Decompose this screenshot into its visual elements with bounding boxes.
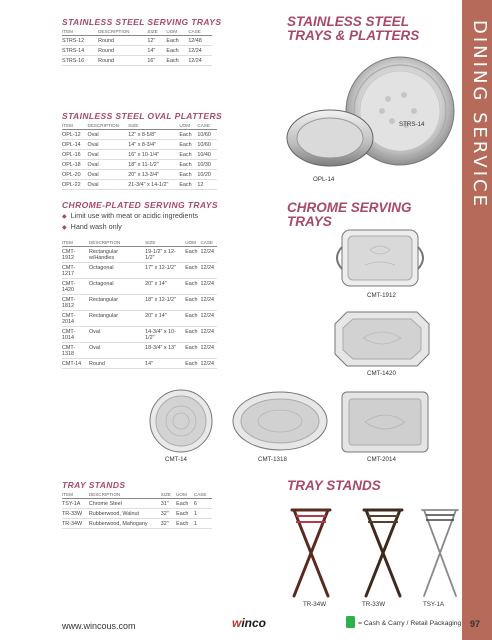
cell-description: Oval (89, 343, 145, 359)
cell-uom: Each (185, 263, 200, 279)
cell-uom: Each (185, 295, 200, 311)
table-row (62, 509, 212, 519)
col-description: DESCRIPTION (98, 29, 147, 36)
ss-trays-platters-title: STAINLESS STEEL TRAYS & PLATTERS (287, 14, 420, 43)
table-row (62, 130, 217, 140)
table-row (62, 359, 217, 369)
caption-strs14: STRS-14 (399, 121, 425, 128)
table-row (62, 247, 217, 263)
cell-description: Oval (88, 180, 129, 190)
cell-size: 16" (147, 56, 166, 66)
cell-uom: Each (185, 359, 200, 369)
cell-size: 18" x 11-1/2" (128, 160, 179, 170)
caption-tr34w: TR-34W (303, 601, 327, 608)
winco-logo (232, 616, 266, 630)
cell-size: 31" (161, 499, 176, 509)
cell-description: Rectangular w/Handles (89, 247, 145, 263)
table-row (62, 263, 217, 279)
col-item: ITEM (62, 492, 89, 499)
cell-case: 1 (194, 519, 212, 529)
table-row (62, 279, 217, 295)
caption-tr33w: TR-33W (362, 601, 386, 608)
table-row (62, 499, 212, 509)
cell-description: Octagonal (89, 279, 145, 295)
cell-description: Oval (88, 130, 129, 140)
cell-item: TR-34W (62, 519, 89, 529)
cell-uom: Each (166, 56, 188, 66)
cell-description: Rectangular (89, 311, 145, 327)
chrome-note: ◆ Limit use with meat or acidic ingredients (62, 211, 198, 220)
col-size: SIZE (145, 240, 185, 247)
cell-item: CMT-1912 (62, 247, 89, 263)
cell-size: 14-3/4" x 10-1/2" (145, 327, 185, 343)
cell-uom: Each (185, 311, 200, 327)
tray-stands-title: TRAY STANDS (287, 478, 381, 493)
table-row (62, 46, 212, 56)
cell-description: Oval (88, 160, 129, 170)
chrome-notes-list (62, 211, 198, 233)
cell-item: OPL-14 (62, 140, 88, 150)
cell-size: 17" x 12-1/2" (145, 263, 185, 279)
table-row (62, 170, 217, 180)
octagonal-tray-photo (333, 310, 431, 368)
col-case: CASE (188, 29, 212, 36)
col-item: ITEM (62, 123, 88, 130)
cell-description: Rubberwood, Walnut (89, 509, 161, 519)
cell-item: TR-33W (62, 509, 89, 519)
cell-size: 12" x 8-5/8" (128, 130, 179, 140)
mahogany-stand-photo (286, 500, 336, 600)
cell-case: 1 (194, 509, 212, 519)
section-side-label: DINING SERVICE (469, 20, 490, 209)
col-item: ITEM (62, 240, 89, 247)
walnut-stand-photo (358, 500, 408, 600)
cell-size: 21-3/4" x 14-1/2" (128, 180, 179, 190)
col-case: CASE (194, 492, 212, 499)
oval-platters-table (62, 123, 217, 190)
oval-chrome-tray-photo (231, 390, 329, 452)
table-row (62, 295, 217, 311)
cell-uom: Each (179, 170, 197, 180)
caption-cmt1912: CMT-1912 (367, 292, 396, 299)
cell-uom: Each (185, 327, 200, 343)
cell-size: 14" x 8-3/4" (128, 140, 179, 150)
cell-uom: Each (185, 279, 200, 295)
website-url[interactable]: www.wincous.com (62, 621, 136, 631)
cell-uom: Each (179, 180, 197, 190)
col-size: SIZE (128, 123, 179, 130)
table-row (62, 519, 212, 529)
cell-case: 12/24 (200, 311, 217, 327)
cell-case: 12/24 (188, 46, 212, 56)
cell-item: OPL-12 (62, 130, 88, 140)
cell-size: 32" (161, 519, 176, 529)
cell-item: STRS-14 (62, 46, 98, 56)
round-chrome-tray-photo (148, 388, 214, 454)
col-case: CASE (200, 240, 217, 247)
cell-item: OPL-18 (62, 160, 88, 170)
table-row (62, 150, 217, 160)
caption-cmt2014: CMT-2014 (367, 456, 396, 463)
cell-uom: Each (179, 130, 197, 140)
rectangular-chrome-tray-photo (340, 390, 430, 454)
cell-size: 16" x 10-1/4" (128, 150, 179, 160)
cell-size: 19-1/2" x 12-1/2" (145, 247, 185, 263)
cell-item: TSY-1A (62, 499, 89, 509)
cell-case: 12/24 (200, 359, 217, 369)
logo-text: inco (241, 616, 267, 630)
cell-size: 20" x 14" (145, 279, 185, 295)
table-row (62, 180, 217, 190)
col-size: SIZE (161, 492, 176, 499)
cell-description: Round (98, 56, 147, 66)
cell-case: 12/24 (200, 343, 217, 359)
cell-case: 12/24 (188, 56, 212, 66)
cell-description: Rectangular (89, 295, 145, 311)
cell-description: Oval (88, 170, 129, 180)
col-uom: UOM (185, 240, 200, 247)
cell-size: 18" x 12-1/2" (145, 295, 185, 311)
cell-item: CMT-1812 (62, 295, 89, 311)
cell-case: 12/24 (200, 279, 217, 295)
table-row (62, 140, 217, 150)
cell-description: Round (89, 359, 145, 369)
table-row (62, 343, 217, 359)
chrome-stand-photo (418, 500, 462, 600)
cell-item: CMT-1217 (62, 263, 89, 279)
cell-uom: Each (179, 150, 197, 160)
oval-platter-photo (285, 108, 375, 168)
cell-description: Oval (89, 327, 145, 343)
col-case: CASE (197, 123, 217, 130)
cell-item: CMT-1420 (62, 279, 89, 295)
col-uom: UOM (166, 29, 188, 36)
chrome-serving-trays-title: CHROME SERVING TRAYS (287, 200, 412, 229)
caption-tsy1a: TSY-1A (423, 601, 445, 608)
cell-description: Oval (88, 150, 129, 160)
cell-size: 14" (145, 359, 185, 369)
cell-uom: Each (185, 247, 200, 263)
col-size: SIZE (147, 29, 166, 36)
cell-item: STRS-16 (62, 56, 98, 66)
cell-size: 20" x 13-3/4" (128, 170, 179, 180)
caption-cmt1318: CMT-1318 (258, 456, 287, 463)
col-item: ITEM (62, 29, 98, 36)
logo-letter: w (232, 616, 242, 630)
cell-case: 12/24 (200, 295, 217, 311)
ss-oval-platters-heading: STAINLESS STEEL OVAL PLATTERS (62, 111, 223, 121)
col-description: DESCRIPTION (88, 123, 129, 130)
table-row (62, 160, 217, 170)
cell-item: STRS-12 (62, 36, 98, 46)
cell-case: 10/30 (197, 160, 217, 170)
cash-carry-legend: = Cash & Carry / Retail Packaging (358, 620, 462, 627)
cell-uom: Each (176, 509, 194, 519)
cell-size: 14" (147, 46, 166, 56)
cell-description: Round (98, 36, 147, 46)
col-description: DESCRIPTION (89, 240, 145, 247)
caption-cmt14: CMT-14 (165, 456, 188, 463)
cell-item: OPL-22 (62, 180, 88, 190)
cell-description: Chrome Steel (89, 499, 161, 509)
tray-stands-heading: TRAY STANDS (62, 480, 126, 490)
chrome-plated-heading: CHROME-PLATED SERVING TRAYS (62, 200, 218, 210)
cell-case: 12 (197, 180, 217, 190)
table-row (62, 36, 212, 46)
cell-description: Oval (88, 140, 129, 150)
cell-case: 12/24 (200, 263, 217, 279)
cell-size: 32" (161, 509, 176, 519)
cell-uom: Each (166, 46, 188, 56)
tray-stands-table (62, 492, 212, 529)
cell-size: 12" (147, 36, 166, 46)
cell-item: CMT-14 (62, 359, 89, 369)
cell-uom: Each (166, 36, 188, 46)
cell-item: OPL-20 (62, 170, 88, 180)
ss-serving-trays-heading: STAINLESS STEEL SERVING TRAYS (62, 17, 222, 27)
cell-case: 12/24 (200, 247, 217, 263)
cash-carry-icon (346, 616, 355, 628)
col-uom: UOM (179, 123, 197, 130)
cell-case: 6 (194, 499, 212, 509)
table-row (62, 327, 217, 343)
cell-case: 10/40 (197, 150, 217, 160)
table-row (62, 311, 217, 327)
ss-trays-table (62, 29, 212, 66)
cell-item: OPL-16 (62, 150, 88, 160)
cell-uom: Each (179, 140, 197, 150)
cell-case: 10/20 (197, 170, 217, 180)
cell-description: Rubberwood, Mahogany (89, 519, 161, 529)
cell-uom: Each (176, 519, 194, 529)
cell-uom: Each (185, 343, 200, 359)
page-number: 97 (470, 619, 481, 629)
cell-uom: Each (176, 499, 194, 509)
cell-size: 20" x 14" (145, 311, 185, 327)
cell-uom: Each (179, 160, 197, 170)
cell-case: 10/60 (197, 130, 217, 140)
cell-size: 18-3/4" x 13" (145, 343, 185, 359)
cell-case: 12/24 (200, 327, 217, 343)
cell-item: CMT-1318 (62, 343, 89, 359)
caption-opl14: OPL-14 (313, 176, 335, 183)
chrome-note: ◆ Hand wash only (62, 222, 198, 231)
caption-cmt1420: CMT-1420 (367, 370, 396, 377)
cell-description: Octagonal (89, 263, 145, 279)
col-uom: UOM (176, 492, 194, 499)
cell-case: 12/48 (188, 36, 212, 46)
rectangular-handled-tray-photo (330, 225, 430, 291)
cell-item: CMT-2014 (62, 311, 89, 327)
chrome-trays-table (62, 240, 217, 369)
cell-case: 10/60 (197, 140, 217, 150)
table-row (62, 56, 212, 66)
cell-item: CMT-1014 (62, 327, 89, 343)
cell-description: Round (98, 46, 147, 56)
col-description: DESCRIPTION (89, 492, 161, 499)
